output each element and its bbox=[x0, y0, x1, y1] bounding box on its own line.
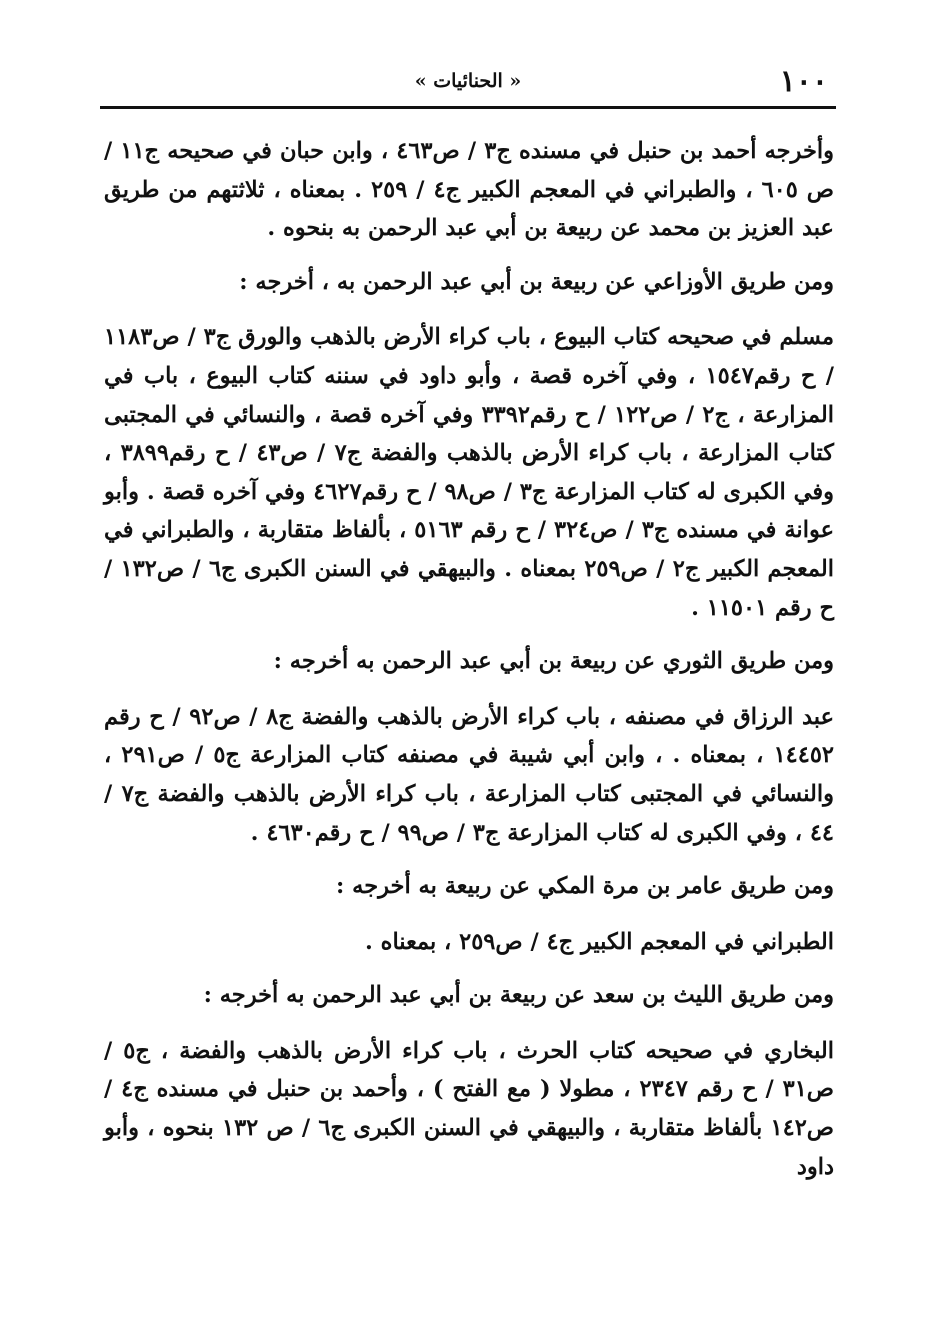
chain-heading: ومن طريق عامر بن مرة المكي عن ربيعة به أخرجه : bbox=[336, 873, 834, 900]
paragraph: وأخرجه أحمد بن حنبل في مسنده ج٣ / ص٤٦٣ ، وابن حبان في صحيحه ج١١ / ص ٦٠٥ ، والطبراني في المعجم الكبير ج٤ / ٢٥٩ . بمعناه ، ثلاثتهم من طريق عبد العزيز بن محمد عن ربيعة بن أبي عبد الرحمن به بنحوه . bbox=[104, 138, 834, 242]
page-number: ١٠٠ bbox=[779, 64, 828, 99]
chain-heading: ومن طريق الثوري عن ربيعة بن أبي عبد الرحمن به أخرجه : bbox=[273, 648, 834, 675]
running-title: « الحنائيات » bbox=[414, 70, 522, 92]
paragraph: مسلم في صحيحه كتاب البيوع ، باب كراء الأرض بالذهب والورق ج٣ / ص١١٨٣ / ح رقم١٥٤٧ ، وفي آخره قصة ، وأبو داود في سننه كتاب البيوع ، باب في المزارعة ، ج٢ / ص١٢٢ / ح رقم٣٣٩٢ وفي آخره قصة ، والنسائي في المجتبى كتاب المزارعة ، باب كراء الأرض بالذهب والفضة ج٧ / ص٤٣ / ح رقم٣٨٩٩ ، وفي الكبرى له كتاب المزارعة ج٣ / ص٩٨ / ح رقم٤٦٢٧ وفي آخره قصة . وأبو عوانة في مسنده ج٣ / ص٣٢٤ / ح رقم ٥١٦٣ ، بألفاظ متقاربة ، والطبراني في المعجم الكبير ج٢ / ص٢٥٩ بمعناه . والبيهقي في السنن الكبرى ج٦ / ص١٣٢ / ح رقم ١١٥٠١ . bbox=[104, 324, 835, 621]
chain-heading: ومن طريق الليث بن سعد عن ربيعة بن أبي عبد الرحمن به أخرجه : bbox=[203, 982, 834, 1009]
paragraph: الطبراني في المعجم الكبير ج٤ / ص٢٥٩ ، بمعناه . bbox=[364, 928, 834, 955]
body-text bbox=[104, 132, 834, 1201]
paragraph: البخاري في صحيحه كتاب الحرث ، باب كراء الأرض بالذهب والفضة ، ج٥ / ص٣١ / ح رقم ٢٣٤٧ ، مطولا ( مع الفتح ) ، وأحمد بن حنبل في مسنده ج٤ / ص١٤٢ بألفاظ متقاربة ، والبيهقي في السنن الكبرى ج٦ / ص ١٣٢ بنحوه ، وأبو داود bbox=[104, 1037, 834, 1180]
paragraph: عبد الرزاق في مصنفه ، باب كراء الأرض بالذهب والفضة ج٨ / ص٩٢ / ح رقم ١٤٤٥٢ ، بمعناه . ، وابن أبي شيبة في مصنفه كتاب المزارعة ج٥ / ص٢٩١ ، والنسائي في المجتبى كتاب المزارعة ، باب كراء الأرض بالذهب والفضة ج٧ / ٤٤ ، وفي الكبرى له كتاب المزارعة ج٣ / ص٩٩ / ح رقم٤٦٣٠ . bbox=[104, 703, 835, 846]
header-rule bbox=[100, 106, 836, 109]
page-header bbox=[100, 62, 836, 102]
chain-heading: ومن طريق الأوزاعي عن ربيعة بن أبي عبد الرحمن به ، أخرجه : bbox=[239, 268, 834, 295]
